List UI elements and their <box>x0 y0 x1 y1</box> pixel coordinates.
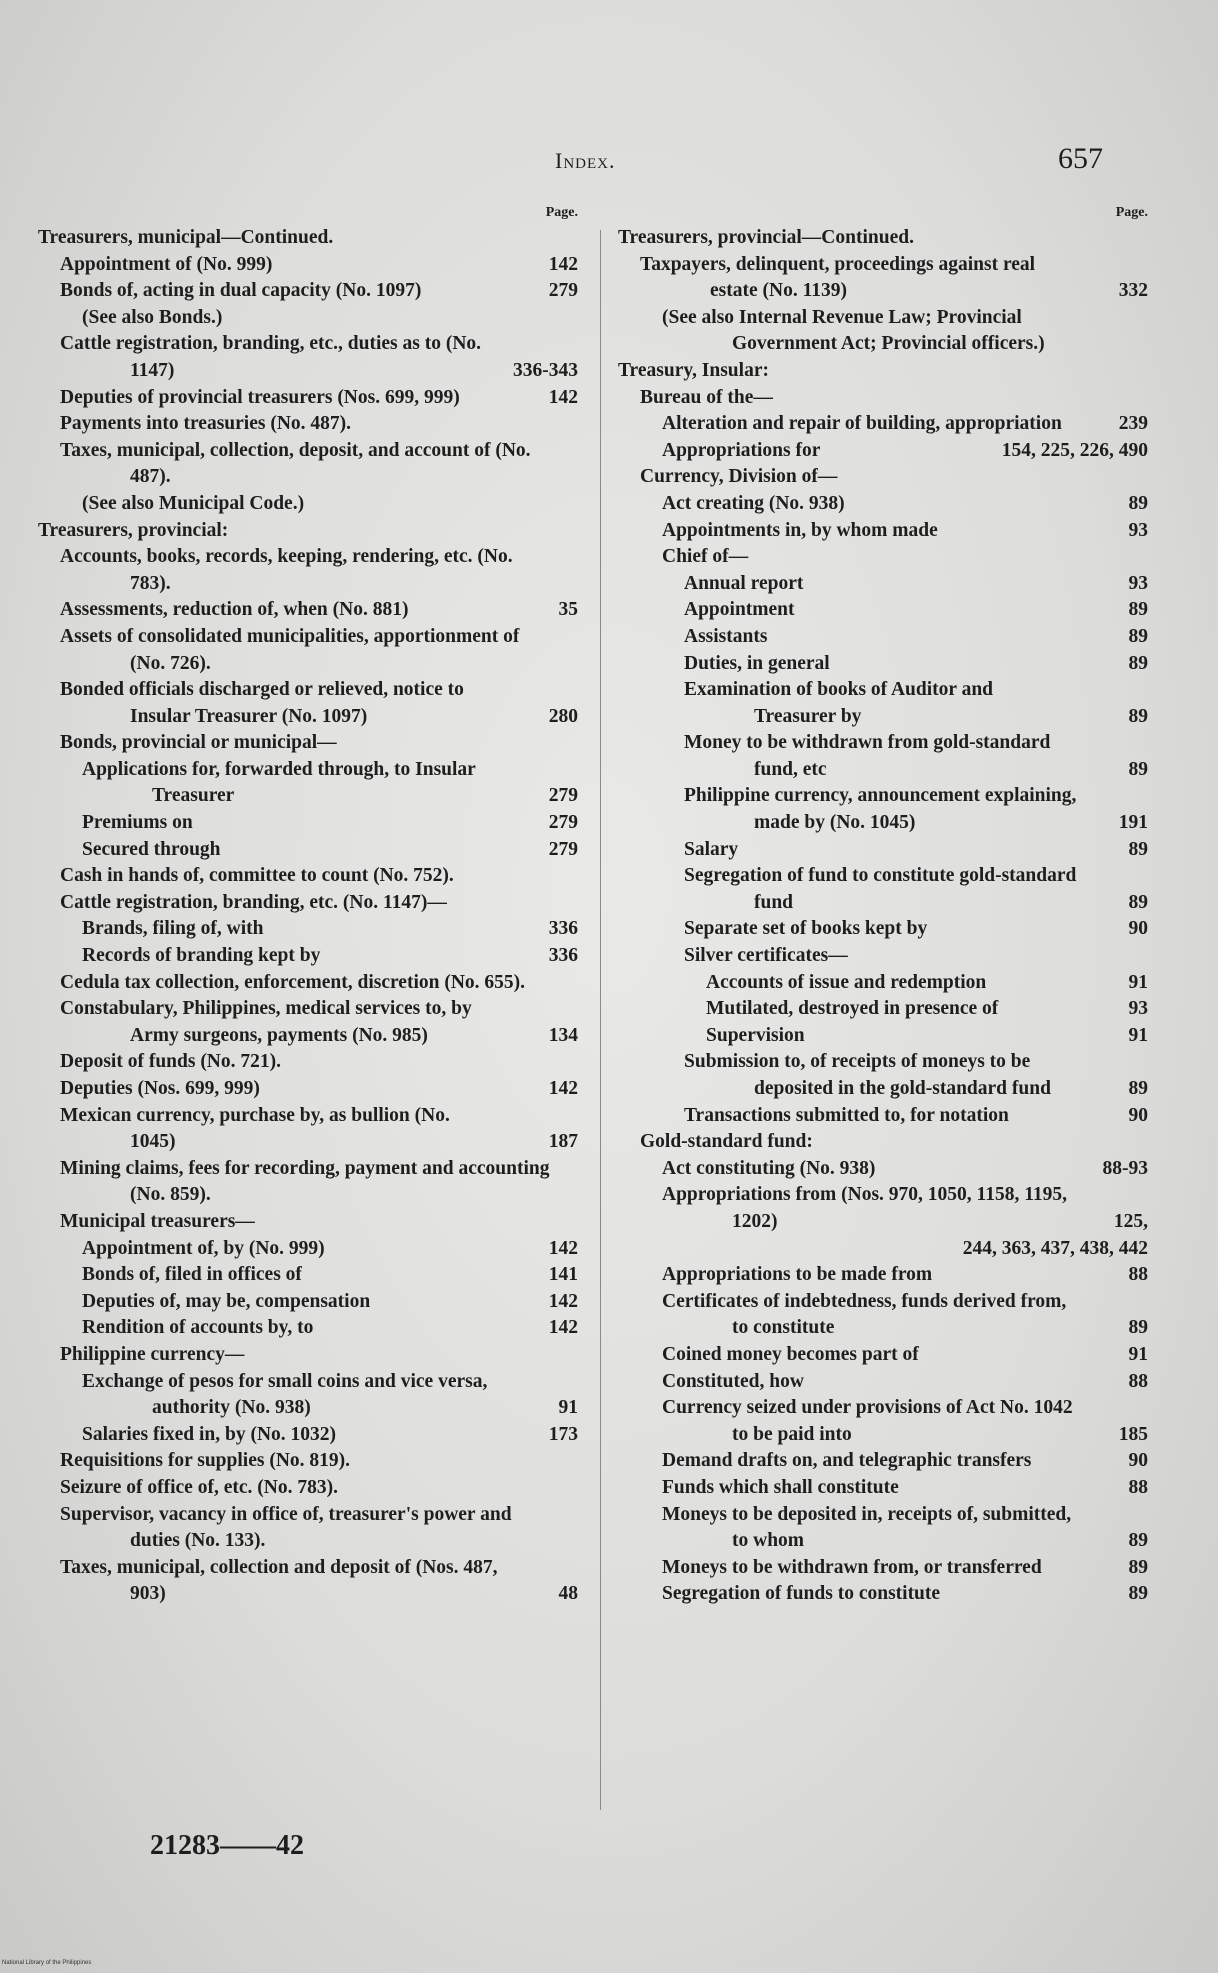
index-entry-text: Seizure of office of, etc. (No. 783). <box>60 1476 338 1498</box>
index-page-ref: 89 <box>1128 838 1148 860</box>
index-entry-text: Taxpayers, delinquent, proceedings against real estate (No. 1139) <box>640 253 1036 302</box>
index-entry-text: Deputies (Nos. 699, 999) <box>60 1078 260 1099</box>
page-column-label: Page. <box>545 205 578 220</box>
index-entry <box>38 1076 578 1103</box>
index-entry-text: Bonds of, acting in dual capacity (No. 1097) <box>60 280 422 302</box>
index-entry <box>618 1475 1148 1502</box>
index-entry-text: Submission to, of receipts of moneys to be deposited in the gold-standard fund <box>684 1051 1051 1099</box>
index-entry <box>38 385 578 412</box>
index-entry-text: Payments into treasuries (No. 487). <box>60 413 352 435</box>
index-page-ref: 91 <box>1128 971 1148 993</box>
index-entry <box>38 491 578 518</box>
index-entry-text: Bureau of the— <box>640 386 773 408</box>
index-entry-text: Funds which shall constitute <box>662 1476 899 1498</box>
index-entry <box>618 1129 1148 1156</box>
index-entry-text: Bonds of, filed in offices of <box>82 1264 302 1286</box>
index-entry <box>618 438 1148 465</box>
index-entry <box>618 1342 1148 1369</box>
index-page-ref: 90 <box>1128 1104 1148 1126</box>
index-entry <box>618 464 1148 491</box>
index-page-ref: 89 <box>1128 758 1148 780</box>
index-entry-text: Taxes, municipal, collection and deposit of (Nos. 487, 903) <box>60 1556 498 1605</box>
index-entry <box>618 571 1148 598</box>
index-entry-text: Mexican currency, purchase by, as bullion (No. 1045) <box>60 1104 450 1153</box>
index-entry-text: Appropriations from (Nos. 970, 1050, 1158, 1195, 1202) <box>662 1184 1068 1232</box>
index-entry-text: Treasury, Insular: <box>618 359 769 381</box>
index-entry-text: Accounts of issue and redemption <box>706 971 987 993</box>
index-entry <box>618 1262 1148 1289</box>
index-entry <box>38 1156 578 1209</box>
index-entry <box>618 1502 1148 1555</box>
index-entry <box>38 1209 578 1236</box>
index-entry <box>618 1369 1148 1396</box>
index-page-ref: 89 <box>1128 1530 1148 1552</box>
index-page-ref: 280 <box>548 705 578 727</box>
index-entry <box>38 305 578 332</box>
index-page-ref: 125, <box>1113 1210 1148 1232</box>
index-entry <box>38 331 578 384</box>
index-page-ref: 154, 225, 226, 490 <box>1001 439 1148 461</box>
index-entry <box>618 597 1148 624</box>
index-entry-text: Currency, Division of— <box>640 466 838 488</box>
left-index-column <box>38 205 578 1608</box>
index-entry-text: Examination of books of Auditor and Treasurer by <box>684 679 994 727</box>
index-entry <box>618 943 1148 970</box>
index-entry-text: Supervisor, vacancy in office of, treasurer's power and duties (No. 133). <box>60 1503 512 1552</box>
index-entry <box>618 1049 1148 1102</box>
index-entry-text: Constabulary, Philippines, medical services to, by Army surgeons, payments (No. 985) <box>60 998 472 1046</box>
index-page-ref: 91 <box>558 1397 578 1419</box>
index-entry <box>618 837 1148 864</box>
index-entry <box>38 1103 578 1156</box>
index-entry <box>38 1475 578 1502</box>
index-entry <box>618 1395 1148 1448</box>
index-entry-text: Bonded officials discharged or relieved, notice to Insular Treasurer (No. 1097) <box>60 679 464 727</box>
index-entry <box>618 863 1148 916</box>
index-page-ref: 89 <box>1128 1078 1148 1099</box>
index-entry-text: Coined money becomes part of <box>662 1343 919 1365</box>
index-entry-text: Appropriations to be made from <box>662 1264 933 1286</box>
index-page-ref: 279 <box>548 785 578 807</box>
index-entry-text: (See also Internal Revenue Law; Provincial Government Act; Provincial officers.) <box>662 306 1045 355</box>
index-entry-text: Assistants <box>684 625 768 647</box>
index-entry <box>618 1182 1148 1262</box>
index-page-ref: 142 <box>548 386 578 408</box>
index-entry <box>38 863 578 890</box>
index-page-ref: 89 <box>1128 652 1148 674</box>
index-entry <box>618 970 1148 997</box>
index-page-ref: 48 <box>558 1583 578 1605</box>
index-entry-text: Currency seized under provisions of Act No. 1042 to be paid into <box>662 1397 1073 1445</box>
index-entry <box>38 1049 578 1076</box>
index-entry <box>38 1555 578 1608</box>
index-page-ref: 88-93 <box>1102 1157 1148 1179</box>
page-number: 657 <box>1058 142 1103 175</box>
index-page-ref: 90 <box>1128 918 1148 940</box>
index-page-ref: 93 <box>1128 998 1148 1020</box>
index-entry <box>618 1289 1148 1342</box>
index-entry <box>38 943 578 970</box>
index-page-ref: 142 <box>548 253 578 275</box>
index-entry-text: Supervision <box>706 1024 805 1046</box>
index-entry <box>618 1023 1148 1050</box>
index-page-ref: 93 <box>1128 572 1148 594</box>
index-page-ref: 279 <box>548 838 578 860</box>
index-entry-text: Duties, in general <box>684 652 830 674</box>
index-page-ref: 336 <box>548 918 578 940</box>
index-entry-text: Act constituting (No. 938) <box>662 1157 876 1179</box>
index-entry <box>38 544 578 597</box>
index-entry-text: Silver certificates— <box>684 945 848 967</box>
index-entry <box>618 1581 1148 1608</box>
index-entry <box>618 385 1148 412</box>
index-entry-text: Deputies of, may be, compensation <box>82 1290 371 1312</box>
index-page-ref: 91 <box>1128 1024 1148 1046</box>
index-page-ref: 239 <box>1118 413 1148 435</box>
index-entry-text: Moneys to be deposited in, receipts of, submitted, to whom <box>662 1503 1072 1552</box>
index-entry <box>38 597 578 624</box>
index-entry <box>38 225 578 252</box>
index-page-ref: 173 <box>548 1423 578 1445</box>
index-entry-text: Certificates of indebtedness, funds derived from, to constitute <box>662 1290 1067 1339</box>
index-entry-text: Taxes, municipal, collection, deposit, and account of (No. 487). <box>60 439 531 488</box>
index-page-ref: 89 <box>1128 705 1148 727</box>
index-entry <box>618 252 1148 305</box>
index-page-ref: 185 <box>1118 1423 1148 1445</box>
index-entry <box>618 518 1148 545</box>
index-entry-text: Rendition of accounts by, to <box>82 1317 314 1339</box>
index-entry-text: Appointment of, by (No. 999) <box>82 1237 325 1259</box>
index-entry-text: Segregation of fund to constitute gold-standard fund <box>684 865 1077 913</box>
index-entry <box>38 518 578 545</box>
index-entry <box>38 1315 578 1342</box>
index-entry-text: (See also Municipal Code.) <box>82 492 305 514</box>
index-entry-text: Mutilated, destroyed in presence of <box>706 998 999 1020</box>
index-page-ref: 332 <box>1118 280 1148 302</box>
index-page-ref: 142 <box>548 1078 578 1099</box>
index-entry-text: Alteration and repair of building, appropriation <box>662 413 1062 435</box>
index-entry <box>38 890 578 917</box>
index-entry-text: Appropriations for <box>662 439 821 461</box>
index-page-ref: 187 <box>548 1131 578 1153</box>
index-page-ref: 279 <box>548 280 578 302</box>
index-entry <box>38 810 578 837</box>
index-entry-text: Constituted, how <box>662 1370 804 1392</box>
index-entry <box>38 996 578 1049</box>
index-page-ref: 88 <box>1128 1476 1148 1498</box>
index-entry <box>618 1156 1148 1183</box>
index-entry-text: Cattle registration, branding, etc., duties as to (No. 1147) <box>60 333 482 381</box>
index-entry-text: Secured through <box>82 838 221 860</box>
index-page-ref-continued: 244, 363, 437, 438, 442 <box>962 1237 1148 1259</box>
index-entry-text: Applications for, forwarded through, to Insular Treasurer <box>82 758 476 807</box>
index-entry-text: Assets of consolidated municipalities, apportionment of (No. 726). <box>60 625 520 674</box>
index-entry-text: Cedula tax collection, enforcement, discretion (No. 655). <box>60 971 526 993</box>
index-entry <box>618 491 1148 518</box>
index-page-ref: 93 <box>1128 519 1148 541</box>
index-entry <box>38 970 578 997</box>
index-entry <box>38 278 578 305</box>
index-entry <box>618 544 1148 571</box>
index-entry-text: Appointment <box>684 599 795 621</box>
index-entry-text: Salaries fixed in, by (No. 1032) <box>82 1423 337 1445</box>
index-entry <box>38 438 578 491</box>
index-entry-text: Appointment of (No. 999) <box>60 253 273 275</box>
index-entry-text: Chief of— <box>662 546 749 568</box>
index-entry <box>38 677 578 730</box>
index-entry-text: Segregation of funds to constitute <box>662 1583 941 1605</box>
index-page-ref: 89 <box>1128 1317 1148 1339</box>
index-entry <box>38 1262 578 1289</box>
index-entry-text: Requisitions for supplies (No. 819). <box>60 1450 351 1472</box>
index-entry <box>618 783 1148 836</box>
index-entry-text: Premiums on <box>82 812 193 834</box>
index-page-ref: 142 <box>548 1317 578 1339</box>
index-entry <box>38 730 578 757</box>
index-entry-text: Moneys to be withdrawn from, or transferred <box>662 1556 1042 1578</box>
index-entry-text: Brands, filing of, with <box>82 918 264 940</box>
index-entry-text: Separate set of books kept by <box>684 918 928 940</box>
index-entry <box>618 305 1148 358</box>
index-entry-text: Treasurers, provincial—Continued. <box>618 227 914 248</box>
index-entry-text: Gold-standard fund: <box>640 1131 813 1153</box>
index-entry <box>38 1448 578 1475</box>
index-entry-text: Appointments in, by whom made <box>662 519 938 541</box>
index-page-ref: 88 <box>1128 1370 1148 1392</box>
index-entry <box>618 1103 1148 1130</box>
index-entry-text: Accounts, books, records, keeping, rendering, etc. (No. 783). <box>60 546 513 594</box>
index-entry <box>38 837 578 864</box>
index-page-ref: 91 <box>1128 1343 1148 1365</box>
index-entry-text: Money to be withdrawn from gold-standard fund, etc <box>684 732 1051 780</box>
index-page-ref: 336 <box>548 945 578 967</box>
index-entry-text: Philippine currency— <box>60 1343 245 1365</box>
index-entry <box>618 411 1148 438</box>
index-page-ref: 89 <box>1128 1583 1148 1605</box>
index-entry <box>38 252 578 279</box>
index-entry <box>38 1236 578 1263</box>
index-entry-text: Treasurers, municipal—Continued. <box>38 227 334 248</box>
index-page-ref: 89 <box>1128 891 1148 913</box>
index-entry <box>618 677 1148 730</box>
index-entry-text: Demand drafts on, and telegraphic transfers <box>662 1450 1032 1472</box>
index-page-ref: 191 <box>1118 812 1148 834</box>
index-entry-text: Annual report <box>684 572 804 594</box>
index-entry-text: Deposit of funds (No. 721). <box>60 1051 282 1073</box>
index-entry-text: Mining claims, fees for recording, payment and accounting (No. 859). <box>60 1157 550 1206</box>
index-entry-text: Cattle registration, branding, etc. (No. 1147)— <box>60 891 447 913</box>
index-entry <box>618 1555 1148 1582</box>
index-entry <box>618 358 1148 385</box>
index-page-ref: 279 <box>548 812 578 834</box>
index-entry-text: Records of branding kept by <box>82 945 321 967</box>
index-entry-text: Act creating (No. 938) <box>662 492 845 514</box>
index-entry <box>618 624 1148 651</box>
index-page-ref: 88 <box>1128 1264 1148 1286</box>
index-entry <box>38 757 578 810</box>
index-page-ref: 89 <box>1128 625 1148 647</box>
index-entry <box>618 730 1148 783</box>
index-page-ref: 89 <box>1128 492 1148 514</box>
index-entry-text: Municipal treasurers— <box>60 1210 255 1232</box>
index-entry-text: Deputies of provincial treasurers (Nos. 699, 999) <box>60 386 460 408</box>
index-entry-text: Philippine currency, announcement explaining, made by (No. 1045) <box>684 785 1077 834</box>
index-page-ref: 89 <box>1128 1556 1148 1578</box>
index-entry <box>38 624 578 677</box>
index-page-ref: 90 <box>1128 1450 1148 1472</box>
index-entry-text: Bonds, provincial or municipal— <box>60 732 337 754</box>
index-page-ref: 89 <box>1128 599 1148 621</box>
index-entry <box>38 1369 578 1422</box>
index-page-ref: 141 <box>548 1264 578 1286</box>
index-entry <box>618 651 1148 678</box>
index-page-ref: 134 <box>548 1024 578 1046</box>
index-entry-text: Salary <box>684 838 739 860</box>
index-entry <box>618 1448 1148 1475</box>
index-entry-text: Cash in hands of, committee to count (No. 752). <box>60 865 454 887</box>
column-divider <box>600 230 601 1810</box>
index-entry <box>618 916 1148 943</box>
index-entry <box>38 916 578 943</box>
index-entry <box>38 1502 578 1555</box>
index-entry-text: Exchange of pesos for small coins and vice versa, authority (No. 938) <box>82 1370 488 1419</box>
index-entry <box>38 1289 578 1316</box>
footer-signature: 21283——42 <box>150 1830 304 1861</box>
index-page-ref: 35 <box>558 599 578 621</box>
right-index-column <box>618 205 1148 1608</box>
index-page-ref: 142 <box>548 1237 578 1259</box>
index-entry-text: Assessments, reduction of, when (No. 881) <box>60 599 409 621</box>
index-entry <box>38 411 578 438</box>
index-entry <box>38 1422 578 1449</box>
index-page-ref: 336-343 <box>513 359 578 381</box>
index-page-ref: 142 <box>548 1290 578 1312</box>
index-entry-text: Treasurers, provincial: <box>38 519 229 541</box>
index-entry <box>618 996 1148 1023</box>
page-title: Index. <box>555 148 616 173</box>
library-stamp: National Library of the Philippines <box>2 1960 92 1966</box>
page-column-label: Page. <box>1115 205 1148 220</box>
index-entry-text: Transactions submitted to, for notation <box>684 1104 1009 1126</box>
index-entry <box>618 225 1148 252</box>
index-entry <box>38 1342 578 1369</box>
index-entry-text: (See also Bonds.) <box>82 306 223 328</box>
